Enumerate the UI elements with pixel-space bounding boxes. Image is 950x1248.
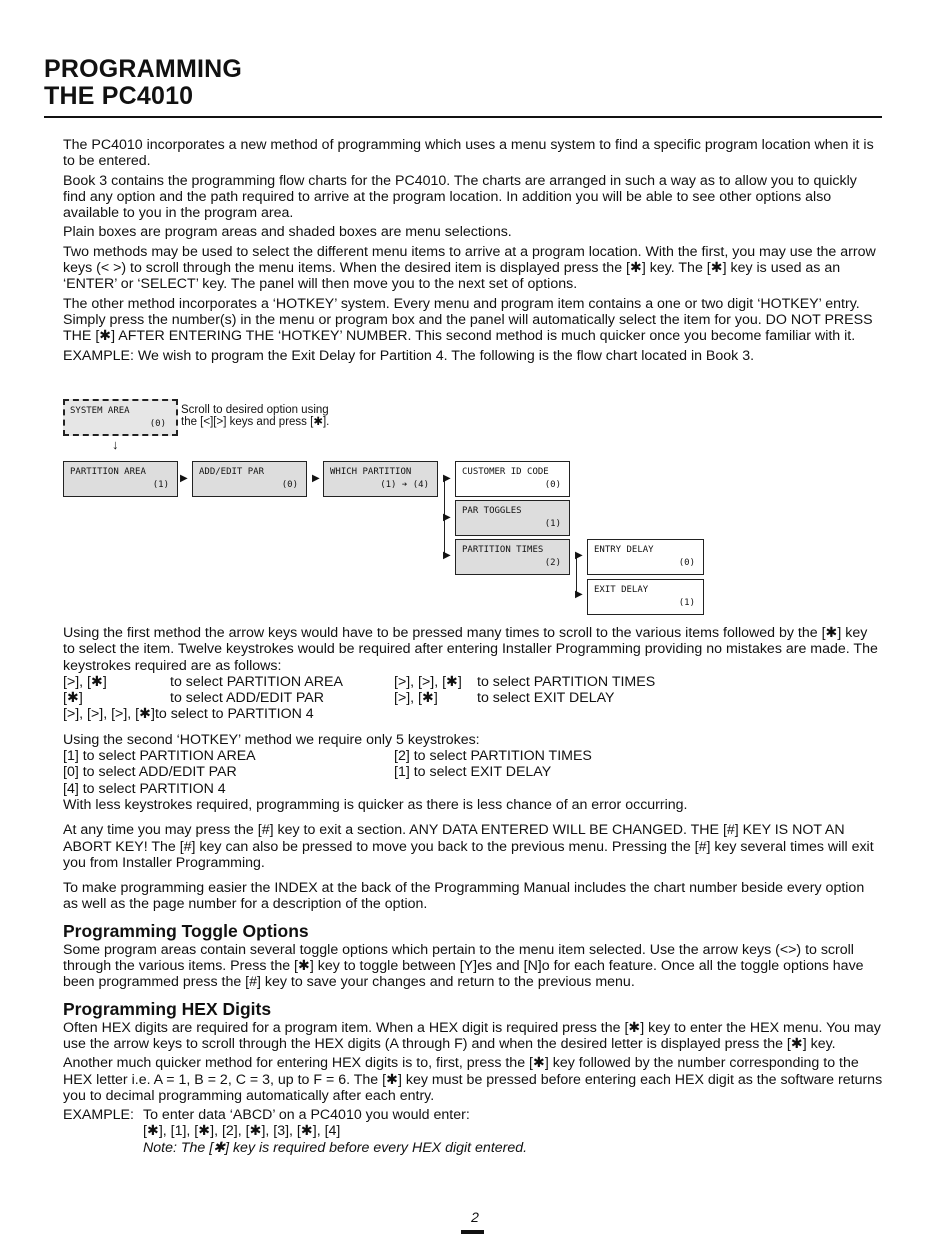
intro-text (63, 137, 883, 367)
box-hotkey: (1) (152, 480, 169, 490)
intro-paragraph: Plain boxes are program areas and shaded boxes are menu selections. (63, 224, 512, 241)
method1-paragraph: Using the first method the arrow keys would have to be pressed many times to scroll to the various items followed by the [✱] key to select the item. Twelve keystrokes would be required after entering Installer Programming providing no mistakes are made. The keystrokes required are as follows: (63, 625, 878, 674)
box-label: EXIT DELAY (594, 585, 649, 595)
method2-keystroke-table (63, 748, 592, 797)
hex-example-note: Note: The [✱] key is required before every HEX digit entered. (143, 1139, 528, 1156)
which-partition-box (323, 461, 438, 497)
hotkey-cell: [2] to select PARTITION TIMES (394, 748, 592, 765)
index-paragraph: To make programming easier the INDEX at the back of the Programming Manual includes the chart number beside every option as well as the page number for a description of the option. (63, 880, 865, 913)
scroll-note-line-1: Scroll to desired option using (181, 404, 329, 416)
box-label: ENTRY DELAY (594, 545, 654, 555)
keystroke-cell: [>], [>], [✱] (394, 673, 462, 690)
description-cell: to select PARTITION TIMES (477, 673, 656, 690)
hex-example-keys: [✱], [1], [✱], [2], [✱], [3], [✱], [4] (143, 1123, 341, 1140)
intro-paragraph: Book 3 contains the programming flow charts for the PC4010. The charts are arranged in such a way as to allow you to quickly find any option and the path required to arrive at the program location. In addition you will be able to see other options also available to you in the program area. (63, 172, 857, 222)
hotkey-cell: [1] to select EXIT DELAY (394, 764, 552, 781)
title-line-2: THE PC4010 (44, 82, 194, 110)
method2-conclusion: With less keystrokes required, programming is quicker as there is less chance of an error occurring. (63, 796, 688, 813)
exit-paragraph: At any time you may press the [#] key to exit a section. ANY DATA ENTERED WILL BE CHANGED. THE [#] KEY IS NOT AN ABORT KEY! The [#] key can also be pressed to move you back to the previous menu. Pressing the [#] key several times will exit you from Installer Programming. (63, 822, 874, 871)
title-rule (44, 116, 882, 118)
hotkey-cell: [1] to select PARTITION AREA (63, 748, 256, 765)
box-label: PARTITION AREA (70, 467, 146, 477)
box-hotkey: (0) (678, 558, 695, 568)
description-cell: to select EXIT DELAY (477, 690, 615, 707)
hex-example (63, 1107, 883, 1156)
right-arrow-icon: ▶ (443, 512, 451, 523)
par-toggles-box (455, 500, 570, 536)
intro-paragraph: Two methods may be used to select the different menu items to arrive at a program location. With the first, you may use the arrow keys (< >) to scroll through the menu items. When the desired item is displayed press the [✱] key. The [✱] key is used as an ‘ENTER’ or ‘SELECT’ key. The panel will then move you to the next set of options. (63, 243, 876, 293)
hex-section-heading: Programming HEX Digits (63, 998, 272, 1019)
down-arrow-icon: ↓ (112, 437, 119, 452)
table-row (63, 706, 655, 722)
intro-paragraph: The PC4010 incorporates a new method of programming which uses a menu system to find a specific program location when it is to be entered. (63, 137, 874, 170)
box-label: PARTITION TIMES (462, 545, 544, 555)
title-line-1: PROGRAMMING (44, 55, 243, 83)
intro-paragraph: The other method incorporates a ‘HOTKEY’ system. Every menu and program item contains a one or two digit ‘HOTKEY’ entry. Simply press the number(s) in the menu or program box and the panel will automatically select the item for you. DO NOT PRESS THE [✱] AFTER ENTERING THE ‘HOTKEY’ NUMBER. This second method is much quicker once you become familiar with it. (63, 295, 873, 345)
table-row (63, 690, 655, 706)
hex-example-label: EXAMPLE: (63, 1107, 134, 1124)
hex-paragraph-2: Another much quicker method for entering HEX digits is to, first, press the [✱] key followed by the number corresponding to the HEX letter i.e. A = 1, B = 2, C = 3, up to F = 6. The [✱] key must be pressed before entering each HEX digit as the software returns you to decimal programming automatically after each entry. (63, 1055, 883, 1104)
partition-times-box (455, 539, 570, 575)
keystroke-cell: [>], [>], [>], [✱] (63, 706, 155, 723)
box-hotkey: (0) (149, 419, 166, 429)
box-hotkey: (1) (678, 598, 695, 608)
method2-intro: Using the second ‘HOTKEY’ method we require only 5 keystrokes: (63, 731, 480, 748)
description-cell: to select to PARTITION 4 (154, 706, 314, 723)
box-label: SYSTEM AREA (70, 406, 130, 416)
page-title (44, 56, 242, 110)
box-label: WHICH PARTITION (330, 467, 412, 477)
box-hotkey: (1) ➔ (4) (380, 480, 429, 490)
box-hotkey: (0) (281, 480, 298, 490)
box-hotkey: (0) (544, 480, 561, 490)
hex-paragraph-1: Often HEX digits are required for a program item. When a HEX digit is required press the [✱] key to enter the HEX menu. You may use the arrow keys to scroll through the HEX digits (A through F) and when the desired letter is displayed press the [✱] key. (63, 1019, 881, 1052)
table-row (63, 764, 592, 780)
table-row (63, 781, 592, 797)
toggle-section-heading: Programming Toggle Options (63, 920, 309, 941)
table-row (63, 748, 592, 764)
right-arrow-icon: ▶ (443, 550, 451, 561)
box-label: CUSTOMER ID CODE (462, 467, 549, 477)
intro-paragraph: EXAMPLE: We wish to program the Exit Delay for Partition 4. The following is the flow chart located in Book 3. (63, 347, 755, 364)
hex-example-body (143, 1107, 527, 1156)
keystroke-cell: [>], [✱] (394, 690, 438, 707)
add-edit-par-box (192, 461, 307, 497)
page-number: 2 (471, 1209, 479, 1225)
hex-example-text: To enter data ‘ABCD’ on a PC4010 you would enter: (143, 1107, 470, 1124)
keystroke-cell: [✱] (63, 690, 83, 707)
partition-area-box (63, 461, 178, 497)
right-arrow-icon: ▶ (575, 550, 583, 561)
hotkey-cell (394, 781, 592, 797)
description-cell: to select PARTITION AREA (170, 673, 343, 690)
system-area-box (63, 399, 178, 436)
box-label: PAR TOGGLES (462, 506, 522, 516)
method1-keystroke-table (63, 674, 655, 723)
page-number-bar (461, 1230, 484, 1234)
scroll-note-line-2: the [<][>] keys and press [✱]. (181, 416, 330, 428)
keystroke-cell: [>], [✱] (63, 673, 107, 690)
keystroke-row-3 (63, 706, 655, 722)
box-label: ADD/EDIT PAR (199, 467, 265, 477)
description-cell: to select ADD/EDIT PAR (170, 690, 325, 707)
entry-delay-box (587, 539, 704, 575)
toggle-section-paragraph: Some program areas contain several toggle options which pertain to the menu item selected. Use the arrow keys (<>) to scroll through the various items. Press the [✱] key to toggle between [Y]es and [N]o for each feature. Once all the toggle options have been programmed press the [#] key to save your changes and return to the previous menu. (63, 941, 864, 991)
main-text (63, 625, 883, 1156)
right-arrow-icon: ▶ (180, 473, 188, 484)
table-row (63, 674, 655, 690)
right-arrow-icon: ▶ (312, 473, 320, 484)
hotkey-cell: [0] to select ADD/EDIT PAR (63, 764, 237, 781)
scroll-note (181, 404, 329, 428)
box-hotkey: (2) (544, 558, 561, 568)
customer-id-code-box (455, 461, 570, 497)
right-arrow-icon: ▶ (443, 473, 451, 484)
right-arrow-icon: ▶ (575, 589, 583, 600)
exit-delay-box (587, 579, 704, 615)
hotkey-cell: [4] to select PARTITION 4 (63, 780, 226, 797)
box-hotkey: (1) (544, 519, 561, 529)
